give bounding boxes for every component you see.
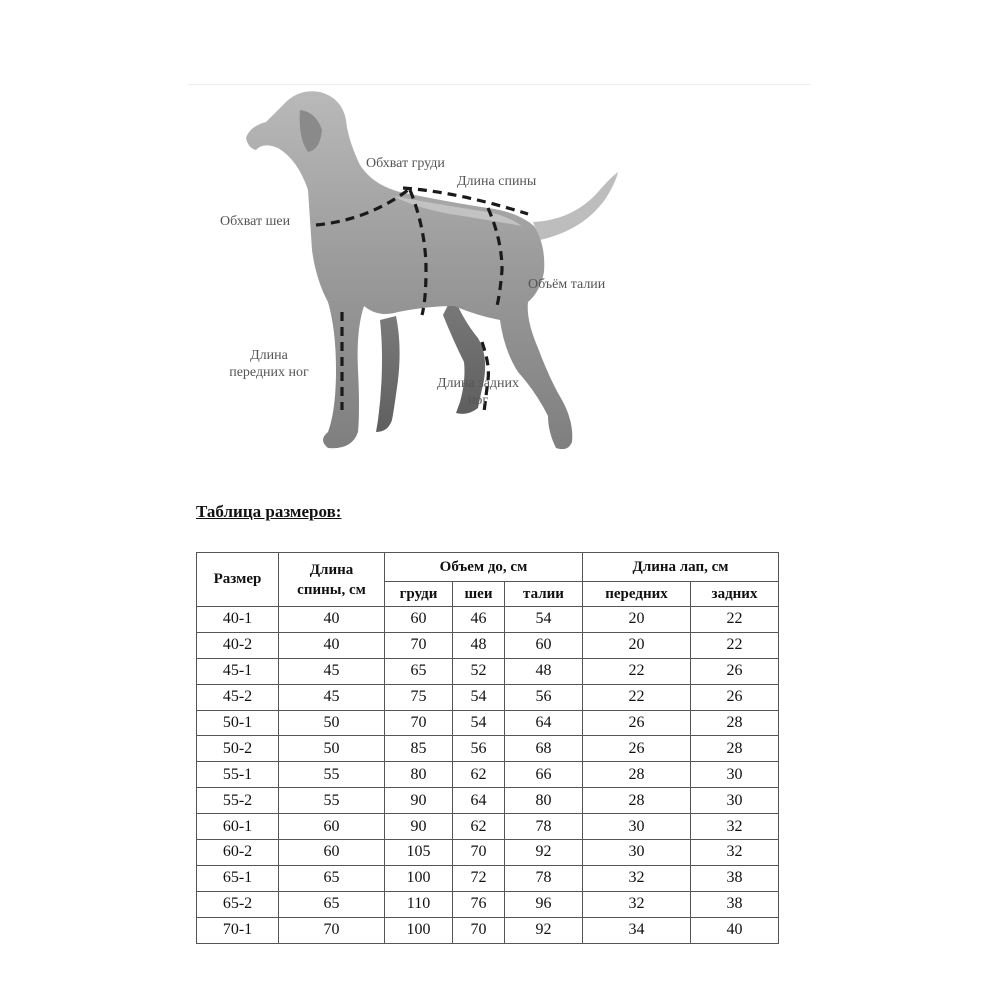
cell-size: 45-2 [197, 684, 279, 710]
cell-neck: 56 [453, 736, 505, 762]
cell-chest: 90 [385, 788, 453, 814]
cell-size: 55-2 [197, 788, 279, 814]
front-legs-label-line1: Длина [250, 348, 288, 363]
cell-hind-paw: 38 [691, 865, 779, 891]
cell-back-length: 65 [279, 891, 385, 917]
cell-hind-paw: 26 [691, 684, 779, 710]
cell-waist: 68 [505, 736, 583, 762]
cell-neck: 64 [453, 788, 505, 814]
cell-waist: 96 [505, 891, 583, 917]
table-title: Таблица размеров: [196, 502, 342, 521]
cell-back-length: 40 [279, 632, 385, 658]
cell-chest: 80 [385, 762, 453, 788]
cell-hind-paw: 28 [691, 736, 779, 762]
header-front: передних [583, 582, 691, 607]
cell-neck: 70 [453, 840, 505, 866]
cell-waist: 48 [505, 658, 583, 684]
table-row [197, 891, 779, 917]
cell-waist: 64 [505, 710, 583, 736]
cell-waist: 56 [505, 684, 583, 710]
hind-legs-label [422, 375, 534, 409]
front-legs-label [214, 347, 324, 381]
cell-size: 65-1 [197, 865, 279, 891]
cell-waist: 66 [505, 762, 583, 788]
header-neck: шеи [453, 582, 505, 607]
size-table [196, 552, 779, 944]
cell-hind-paw: 28 [691, 710, 779, 736]
cell-neck: 70 [453, 917, 505, 943]
cell-chest: 65 [385, 658, 453, 684]
header-back-length-line1: Длина [309, 561, 354, 578]
cell-waist: 60 [505, 632, 583, 658]
cell-back-length: 60 [279, 814, 385, 840]
cell-chest: 85 [385, 736, 453, 762]
cell-waist: 54 [505, 607, 583, 633]
cell-size: 70-1 [197, 917, 279, 943]
cell-size: 55-1 [197, 762, 279, 788]
cell-chest: 90 [385, 814, 453, 840]
neck-girth-label: Обхват шеи [220, 214, 291, 229]
table-row [197, 840, 779, 866]
dog-tail [533, 172, 618, 240]
cell-size: 60-2 [197, 840, 279, 866]
cell-waist: 92 [505, 917, 583, 943]
hind-legs-label-line1: Длина задних [436, 376, 520, 391]
table-row [197, 607, 779, 633]
cell-hind-paw: 30 [691, 788, 779, 814]
cell-back-length: 55 [279, 788, 385, 814]
header-volume-group: Объем до, см [385, 553, 583, 582]
table-row [197, 865, 779, 891]
table-row [197, 736, 779, 762]
header-back-length [279, 553, 385, 607]
cell-size: 45-1 [197, 658, 279, 684]
cell-waist: 92 [505, 840, 583, 866]
chest-girth-label: Обхват груди [366, 156, 445, 171]
cell-front-paw: 20 [583, 607, 691, 633]
cell-front-paw: 34 [583, 917, 691, 943]
cell-front-paw: 32 [583, 891, 691, 917]
cell-neck: 46 [453, 607, 505, 633]
cell-hind-paw: 22 [691, 607, 779, 633]
table-row [197, 658, 779, 684]
back-length-label: Длина спины [457, 174, 537, 189]
cell-front-paw: 20 [583, 632, 691, 658]
header-waist: талии [505, 582, 583, 607]
cell-chest: 105 [385, 840, 453, 866]
cell-back-length: 50 [279, 710, 385, 736]
hind-legs-label-line2: ног [467, 393, 489, 408]
cell-hind-paw: 40 [691, 917, 779, 943]
cell-neck: 52 [453, 658, 505, 684]
header-size: Размер [197, 553, 279, 607]
cell-chest: 70 [385, 632, 453, 658]
header-back-length-line2: спины, см [297, 581, 366, 598]
cell-neck: 62 [453, 814, 505, 840]
cell-front-paw: 30 [583, 840, 691, 866]
size-table-body [197, 607, 779, 944]
cell-hind-paw: 32 [691, 840, 779, 866]
cell-chest: 100 [385, 865, 453, 891]
cell-chest: 100 [385, 917, 453, 943]
cell-size: 60-1 [197, 814, 279, 840]
cell-back-length: 50 [279, 736, 385, 762]
cell-waist: 80 [505, 788, 583, 814]
cell-front-paw: 26 [583, 736, 691, 762]
waist-volume-label: Объём талии [528, 277, 606, 292]
cell-neck: 54 [453, 710, 505, 736]
cell-back-length: 55 [279, 762, 385, 788]
cell-front-paw: 32 [583, 865, 691, 891]
cell-front-paw: 22 [583, 684, 691, 710]
cell-size: 40-1 [197, 607, 279, 633]
cell-hind-paw: 26 [691, 658, 779, 684]
cell-size: 50-1 [197, 710, 279, 736]
cell-neck: 54 [453, 684, 505, 710]
header-paw-group: Длина лап, см [583, 553, 779, 582]
table-row [197, 632, 779, 658]
cell-size: 50-2 [197, 736, 279, 762]
cell-neck: 72 [453, 865, 505, 891]
cell-waist: 78 [505, 865, 583, 891]
header-hind: задних [691, 582, 779, 607]
table-row [197, 684, 779, 710]
far-legs [376, 295, 485, 432]
cell-front-paw: 30 [583, 814, 691, 840]
table-row [197, 814, 779, 840]
cell-back-length: 65 [279, 865, 385, 891]
table-row [197, 917, 779, 943]
table-row [197, 788, 779, 814]
cell-back-length: 60 [279, 840, 385, 866]
cell-hind-paw: 32 [691, 814, 779, 840]
table-row [197, 762, 779, 788]
cell-front-paw: 28 [583, 788, 691, 814]
cell-back-length: 40 [279, 607, 385, 633]
cell-front-paw: 26 [583, 710, 691, 736]
table-row [197, 710, 779, 736]
cell-neck: 62 [453, 762, 505, 788]
cell-chest: 70 [385, 710, 453, 736]
cell-hind-paw: 22 [691, 632, 779, 658]
cell-front-paw: 22 [583, 658, 691, 684]
cell-back-length: 45 [279, 658, 385, 684]
cell-back-length: 70 [279, 917, 385, 943]
header-chest: груди [385, 582, 453, 607]
cell-hind-paw: 30 [691, 762, 779, 788]
cell-hind-paw: 38 [691, 891, 779, 917]
front-legs-label-line2: передних ног [229, 365, 309, 380]
cell-chest: 75 [385, 684, 453, 710]
cell-chest: 60 [385, 607, 453, 633]
cell-neck: 48 [453, 632, 505, 658]
cell-chest: 110 [385, 891, 453, 917]
cell-neck: 76 [453, 891, 505, 917]
cell-waist: 78 [505, 814, 583, 840]
cell-back-length: 45 [279, 684, 385, 710]
cell-size: 65-2 [197, 891, 279, 917]
cell-size: 40-2 [197, 632, 279, 658]
cell-front-paw: 28 [583, 762, 691, 788]
